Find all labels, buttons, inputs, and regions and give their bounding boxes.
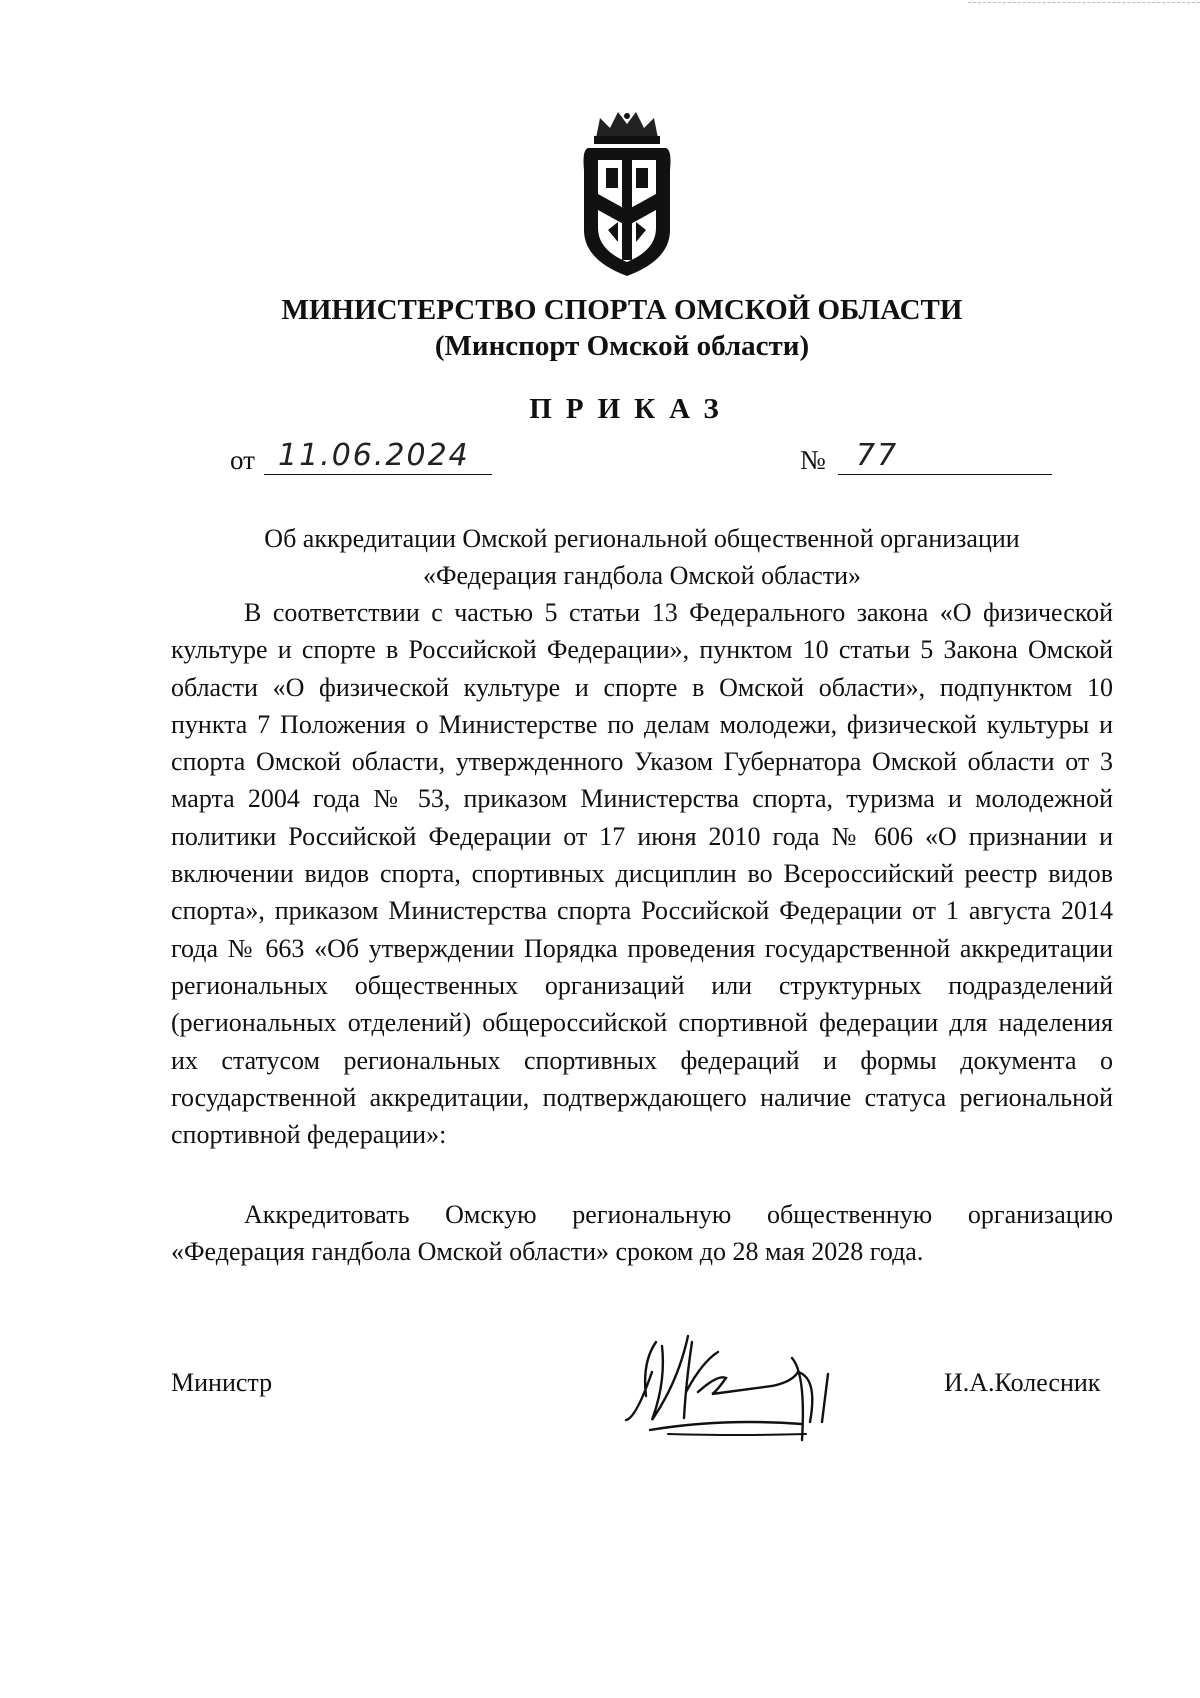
ministry-short-name: (Минспорт Омской области) xyxy=(434,330,810,362)
subject-line-2: «Федерация гандбола Омской области» xyxy=(423,561,861,590)
document-type: ПРИКАЗ xyxy=(529,393,733,425)
number-underline xyxy=(838,474,1052,475)
signature-icon xyxy=(622,1322,882,1442)
signatory-title: Министр xyxy=(171,1368,273,1397)
number-value: 77 xyxy=(856,438,899,473)
order-subject xyxy=(170,520,1114,594)
date-prefix: от xyxy=(230,445,255,475)
coat-of-arms-icon xyxy=(578,110,676,280)
subject-line-1: Об аккредитации Омской региональной общественной организации xyxy=(264,524,1020,553)
preamble-paragraph: В соответствии с частью 5 статьи 13 Федерального закона «О физической культуре и спорте в Российской Федерации», пунктом 10 статьи 5 Закона Омской области «О физической культуре и спорте в Омской области», подпунктом 10 пункта 7 Положения о Министерстве по делам молодежи, физической культуры и спорта Омской области, утвержденного Указом Губернатора Омской области от 3 марта 2004 года № 53, приказом Министерства спорта, туризма и молодежной политики Российской Федерации от 17 июня 2010 года № 606 «О признании и включении видов спорта, спортивных дисциплин во Всероссийский реестр видов спорта», приказом Министерства спорта Российской Федерации от 1 августа 2014 года № 663 «Об утверждении Порядка проведения государственной аккредитации региональных общественных организаций или структурных подразделений (региональных отделений) общероссийской спортивной федерации для наделения их статусом региональных спортивных федераций и формы документа о государственной аккредитации, подтверждающего наличие статуса региональной спортивной федерации»: xyxy=(171,598,1113,1150)
order-number xyxy=(800,438,899,480)
resolution-paragraph: Аккредитовать Омскую региональную общественную организацию «Федерация гандбола Омской области» сроком до 28 мая 2028 года. xyxy=(171,1200,1113,1267)
top-edge-rule xyxy=(968,2,1200,3)
number-prefix: № xyxy=(800,445,826,475)
date-value: 11.06.2024 xyxy=(278,438,470,473)
date-underline xyxy=(264,474,492,475)
order-date xyxy=(230,438,470,480)
signatory-name: И.А.Колесник xyxy=(944,1368,1101,1397)
ministry-name: МИНИСТЕРСТВО СПОРТА ОМСКОЙ ОБЛАСТИ xyxy=(281,294,963,326)
